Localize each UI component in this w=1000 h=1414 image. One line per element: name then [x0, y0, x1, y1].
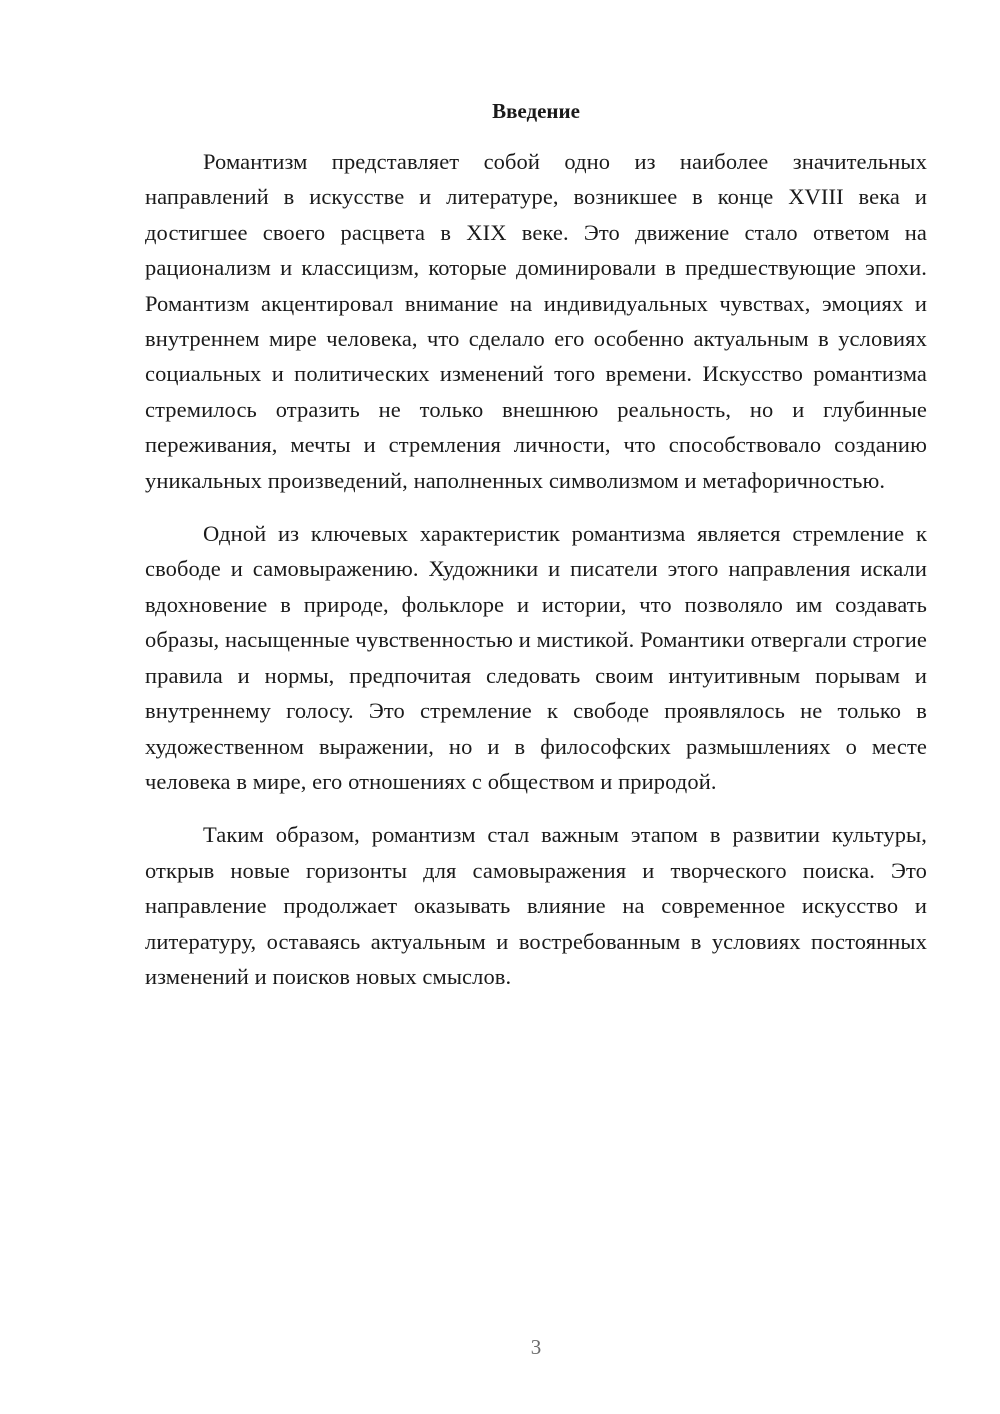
page-number: 3: [530, 1335, 542, 1359]
paragraph-1: Романтизм представляет собой одно из наиболее значительных направлений в искусстве и литературе, возникшее в конце XVIII века и достигшее своего расцвета в XIX веке. Это движение стало ответом на рационализм и классицизм, которые доминировали в предшествующие эпохи. Романтизм акцентировал внимание на индивидуальных чувствах, эмоциях и внутреннем мире человека, что сделало его особенно актуальным в условиях социальных и политических изменений того времени. Искусство романтизма стремилось отразить не только внешнюю реальность, но и глубинные переживания, мечты и стремления личности, что способствовало созданию уникальных произведений, наполненных символизмом и метафоричностью.: [145, 149, 927, 493]
paragraph-3: Таким образом, романтизм стал важным этапом в развитии культуры, открыв новые горизонты для самовыражения и творческого поиска. Это направление продолжает оказывать влияние на современное искусство и литературу, оставаясь актуальным и востребованным в условиях постоянных изменений и поисков новых смыслов.: [145, 822, 927, 989]
paragraph-2: Одной из ключевых характеристик романтизма является стремление к свободе и самовыражению. Художники и писатели этого направления искали вдохновение в природе, фольклоре и истории, что позволяло им создавать образы, насыщенные чувственностью и мистикой. Романтики отвергали строгие правила и нормы, предпочитая следовать своим интуитивным порывам и внутреннему голосу. Это стремление к свободе проявлялось не только в художественном выражении, но и в философских размышлениях о месте человека в мире, его отношениях с обществом и природой.: [145, 521, 927, 794]
body-text: [145, 144, 927, 994]
page-title: Введение: [492, 99, 580, 123]
